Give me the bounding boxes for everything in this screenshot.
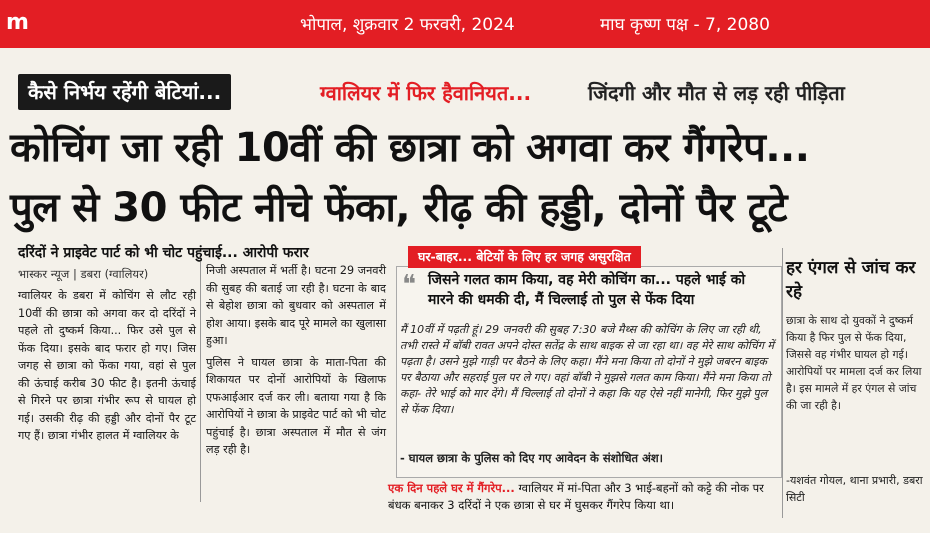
masthead-divider [0, 48, 930, 58]
story-column-2-para-1: निजी अस्पताल में भर्ती है। घटना 29 जनवरी की सुबह की बताई जा रही है। घटना के बाद से बेहोश छात्रा को बुधवार को अस्पताल में होश आया। इसके बाद पूरे मामले का खुलासा हुआ। [206, 264, 386, 347]
story-column-1: ग्वालियर के डबरा में कोचिंग से लौट रही 10वीं की छात्रा को अगवा कर दो दरिंदों ने पहले तो दुष्कर्म किया... फिर उसे पुल से फेंक दिया। इसके बाद फरार हो गए। जिस जगह से छात्रा को फेंका गया, वहां से पुल की ऊंचाई करीब 30 फीट है। इतनी ऊंचाई से गिरने पर छात्रा गंभीर रूप से घायल हो गई। उसकी रीढ़ की हड्डी और दोनों पैर टूट गए हैं। छात्रा गंभीर हालत में ग्वालियर के [18, 289, 196, 442]
story-column-2 [206, 262, 386, 463]
kicker-boxed: कैसे निर्भय रहेंगी बेटियां... [18, 74, 231, 110]
victim-statement: मैं 10वीं में पढ़ती हूं। 29 जनवरी की सुबह 7:30 बजे मैथ्स की कोचिंग के लिए जा रही थी, तभी रास्ते में बॉबी रावत अपने दोस्त सतेंद्र के साथ बाइक से जा रहा था। वह मेरे साथ कोचिंग में पढ़ता है। उसने मुझे गाड़ी पर बैठने के लिए कहा। मैंने मना किया तो दोनों ने मुझे जबरन बाइक पर बैठाया और सहराई पुल पर ले गए। वहां बॉबी ने मुझसे गलत काम किया। मैंने मना किया तो कहा- तेरे भाई को मार देंगे। मैं चिल्लाई तो दोनों ने कहा कि यह ऐसे नहीं मानेगी, फिर मुझे पुल से फेंक दिया। [400, 323, 774, 416]
sidebar-text: छात्रा के साथ दो युवकों ने दुष्कर्म किया है फिर पुल से फेंक दिया, जिससे वह गंभीर घायल हो गई। आरोपियों पर मामला दर्ज कर लिया है। इस मामले में हर एंगल से जांच की जा रही है। [786, 314, 922, 412]
sidebar-divider [782, 248, 783, 518]
headline-line-2: पुल से 30 फीट नीचे फेंका, रीढ़ की हड्डी, दोनों पैर टूटे [10, 185, 788, 231]
speech-bubble-icon: ❝ [402, 270, 416, 300]
statement-box-tag: घर-बाहर... बेटियों के लिए हर जगह असुरक्षित [408, 246, 641, 268]
masthead-bar [0, 0, 930, 48]
victim-quote: जिसने गलत काम किया, वह मेरी कोचिंग का... पहले भाई को मारने की धमकी दी, मैं चिल्लाई तो पुल से फेंक दिया [428, 272, 746, 308]
hindu-calendar-date: माघ कृष्ण पक्ष - 7, 2080 [600, 15, 770, 35]
statement-credit: - घायल छात्रा के पुलिस को दिए गए आवेदन के संशोधित अंश। [400, 451, 664, 465]
masthead-logo-fragment: m [6, 10, 29, 35]
bottom-note [388, 480, 778, 514]
sidebar-head: हर एंगल से जांच कर रहे [786, 258, 916, 302]
headline-line-1: कोचिंग जा रही 10वीं की छात्रा को अगवा कर गैंगरेप... [10, 125, 810, 171]
story-byline: भास्कर न्यूज | डबरा (ग्वालियर) [18, 267, 149, 281]
bottom-note-lead: एक दिन पहले घर में गैंगरेप... [388, 481, 515, 495]
date-line: भोपाल, शुक्रवार 2 फरवरी, 2024 [300, 15, 515, 35]
bottom-note-text: ग्वालियर में मां-पिता और 3 भाई-बहनों को कट्टे की नोक पर बंधक बनाकर 3 दरिंदों ने एक छात्रा से घर में घुसकर गैंगरेप किया था। [388, 481, 764, 512]
sidebar-signature: -यशवंत गोयल, थाना प्रभारी, डबरा सिटी [786, 474, 923, 504]
column-divider [200, 262, 201, 502]
kicker-black: जिंदगी और मौत से लड़ रही पीड़िता [588, 81, 845, 105]
story-column-2-para-2: पुलिस ने घायल छात्रा के माता-पिता की शिकायत पर दोनों आरोपियों के खिलाफ एफआईआर दर्ज कर ली। बताया गया है कि आरोपियों ने छात्रा के प्राइवेट पार्ट को भी चोट पहुंचाई है। छात्रा अस्पताल में मौत से जंग लड़ रही है। [206, 355, 387, 456]
kicker-red: ग्वालियर में फिर हैवानियत... [320, 81, 532, 105]
story-subhead: दरिंदों ने प्राइवेट पार्ट को भी चोट पहुंचाई... आरोपी फरार [18, 245, 309, 261]
